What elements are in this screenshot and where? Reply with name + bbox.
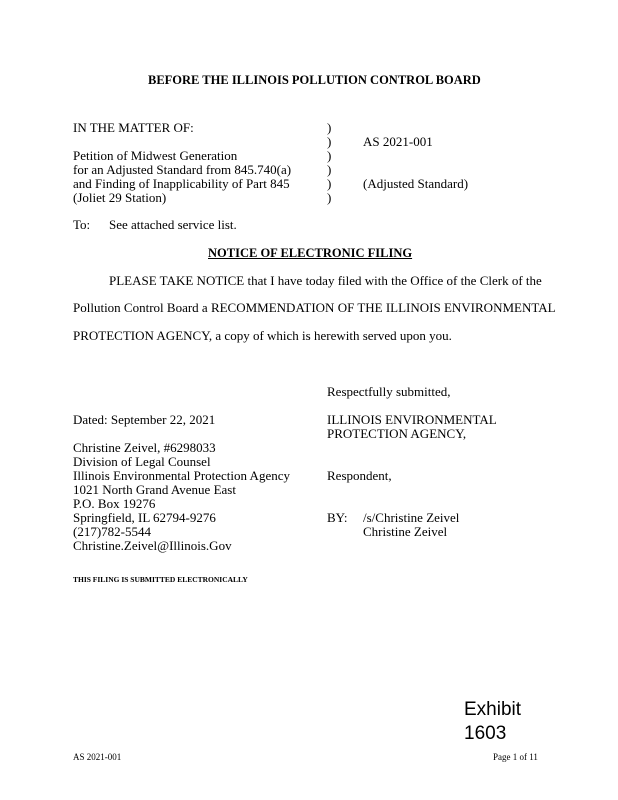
- to-text: See attached service list.: [109, 217, 237, 232]
- notice-line-3: PROTECTION AGENCY, a copy of which is herewith served upon you.: [73, 328, 452, 343]
- petition-line-2: for an Adjusted Standard from 845.740(a): [73, 162, 292, 177]
- caption-paren: ): [327, 134, 332, 149]
- case-number: AS 2021-001: [363, 134, 433, 149]
- contact-street: 1021 North Grand Avenue East: [73, 482, 236, 497]
- caption-paren: ): [327, 120, 332, 135]
- notice-heading: NOTICE OF ELECTRONIC FILING: [208, 246, 413, 260]
- agency-line-2: PROTECTION AGENCY,: [327, 426, 467, 441]
- petition-line-3: and Finding of Inapplicability of Part 845: [73, 176, 290, 191]
- caption-paren: ): [327, 176, 332, 191]
- printed-name: Christine Zeivel: [363, 524, 448, 539]
- matter-label: IN THE MATTER OF:: [73, 120, 194, 135]
- signature-line: /s/Christine Zeivel: [363, 510, 460, 525]
- contact-agency: Illinois Environmental Protection Agency: [73, 468, 290, 483]
- board-title: BEFORE THE ILLINOIS POLLUTION CONTROL BOARD: [148, 73, 481, 87]
- exhibit-number: 1603: [464, 723, 507, 744]
- to-label: To:: [73, 217, 91, 232]
- contact-division: Division of Legal Counsel: [73, 454, 211, 469]
- contact-email[interactable]: Christine.Zeivel@Illinois.Gov: [73, 538, 232, 553]
- contact-name: Christine Zeivel, #6298033: [73, 440, 216, 455]
- agency-line-1: ILLINOIS ENVIRONMENTAL: [327, 412, 497, 427]
- contact-city: Springfield, IL 62794-9276: [73, 510, 216, 525]
- contact-phone: (217)782-5544: [73, 524, 151, 539]
- dated-line: Dated: September 22, 2021: [73, 412, 216, 427]
- electronic-filing-note: THIS FILING IS SUBMITTED ELECTRONICALLY: [73, 575, 248, 584]
- petition-line-4: (Joliet 29 Station): [73, 190, 167, 205]
- footer-case-number: AS 2021-001: [73, 752, 122, 762]
- case-type: (Adjusted Standard): [363, 176, 469, 191]
- petition-line-1: Petition of Midwest Generation: [73, 148, 238, 163]
- notice-line-2: Pollution Control Board a RECOMMENDATION OF THE ILLINOIS ENVIRONMENTAL: [73, 300, 556, 315]
- respectfully-submitted: Respectfully submitted,: [327, 384, 451, 399]
- exhibit-label: Exhibit: [464, 699, 522, 720]
- by-label: BY:: [327, 510, 348, 525]
- contact-po-box: P.O. Box 19276: [73, 496, 156, 511]
- respondent-label: Respondent,: [327, 468, 392, 483]
- notice-line-1: PLEASE TAKE NOTICE that I have today filed with the Office of the Clerk of the: [109, 273, 542, 288]
- caption-paren: ): [327, 162, 332, 177]
- footer-page-number: Page 1 of 11: [493, 752, 538, 762]
- caption-paren: ): [327, 190, 332, 205]
- caption-paren: ): [327, 148, 332, 163]
